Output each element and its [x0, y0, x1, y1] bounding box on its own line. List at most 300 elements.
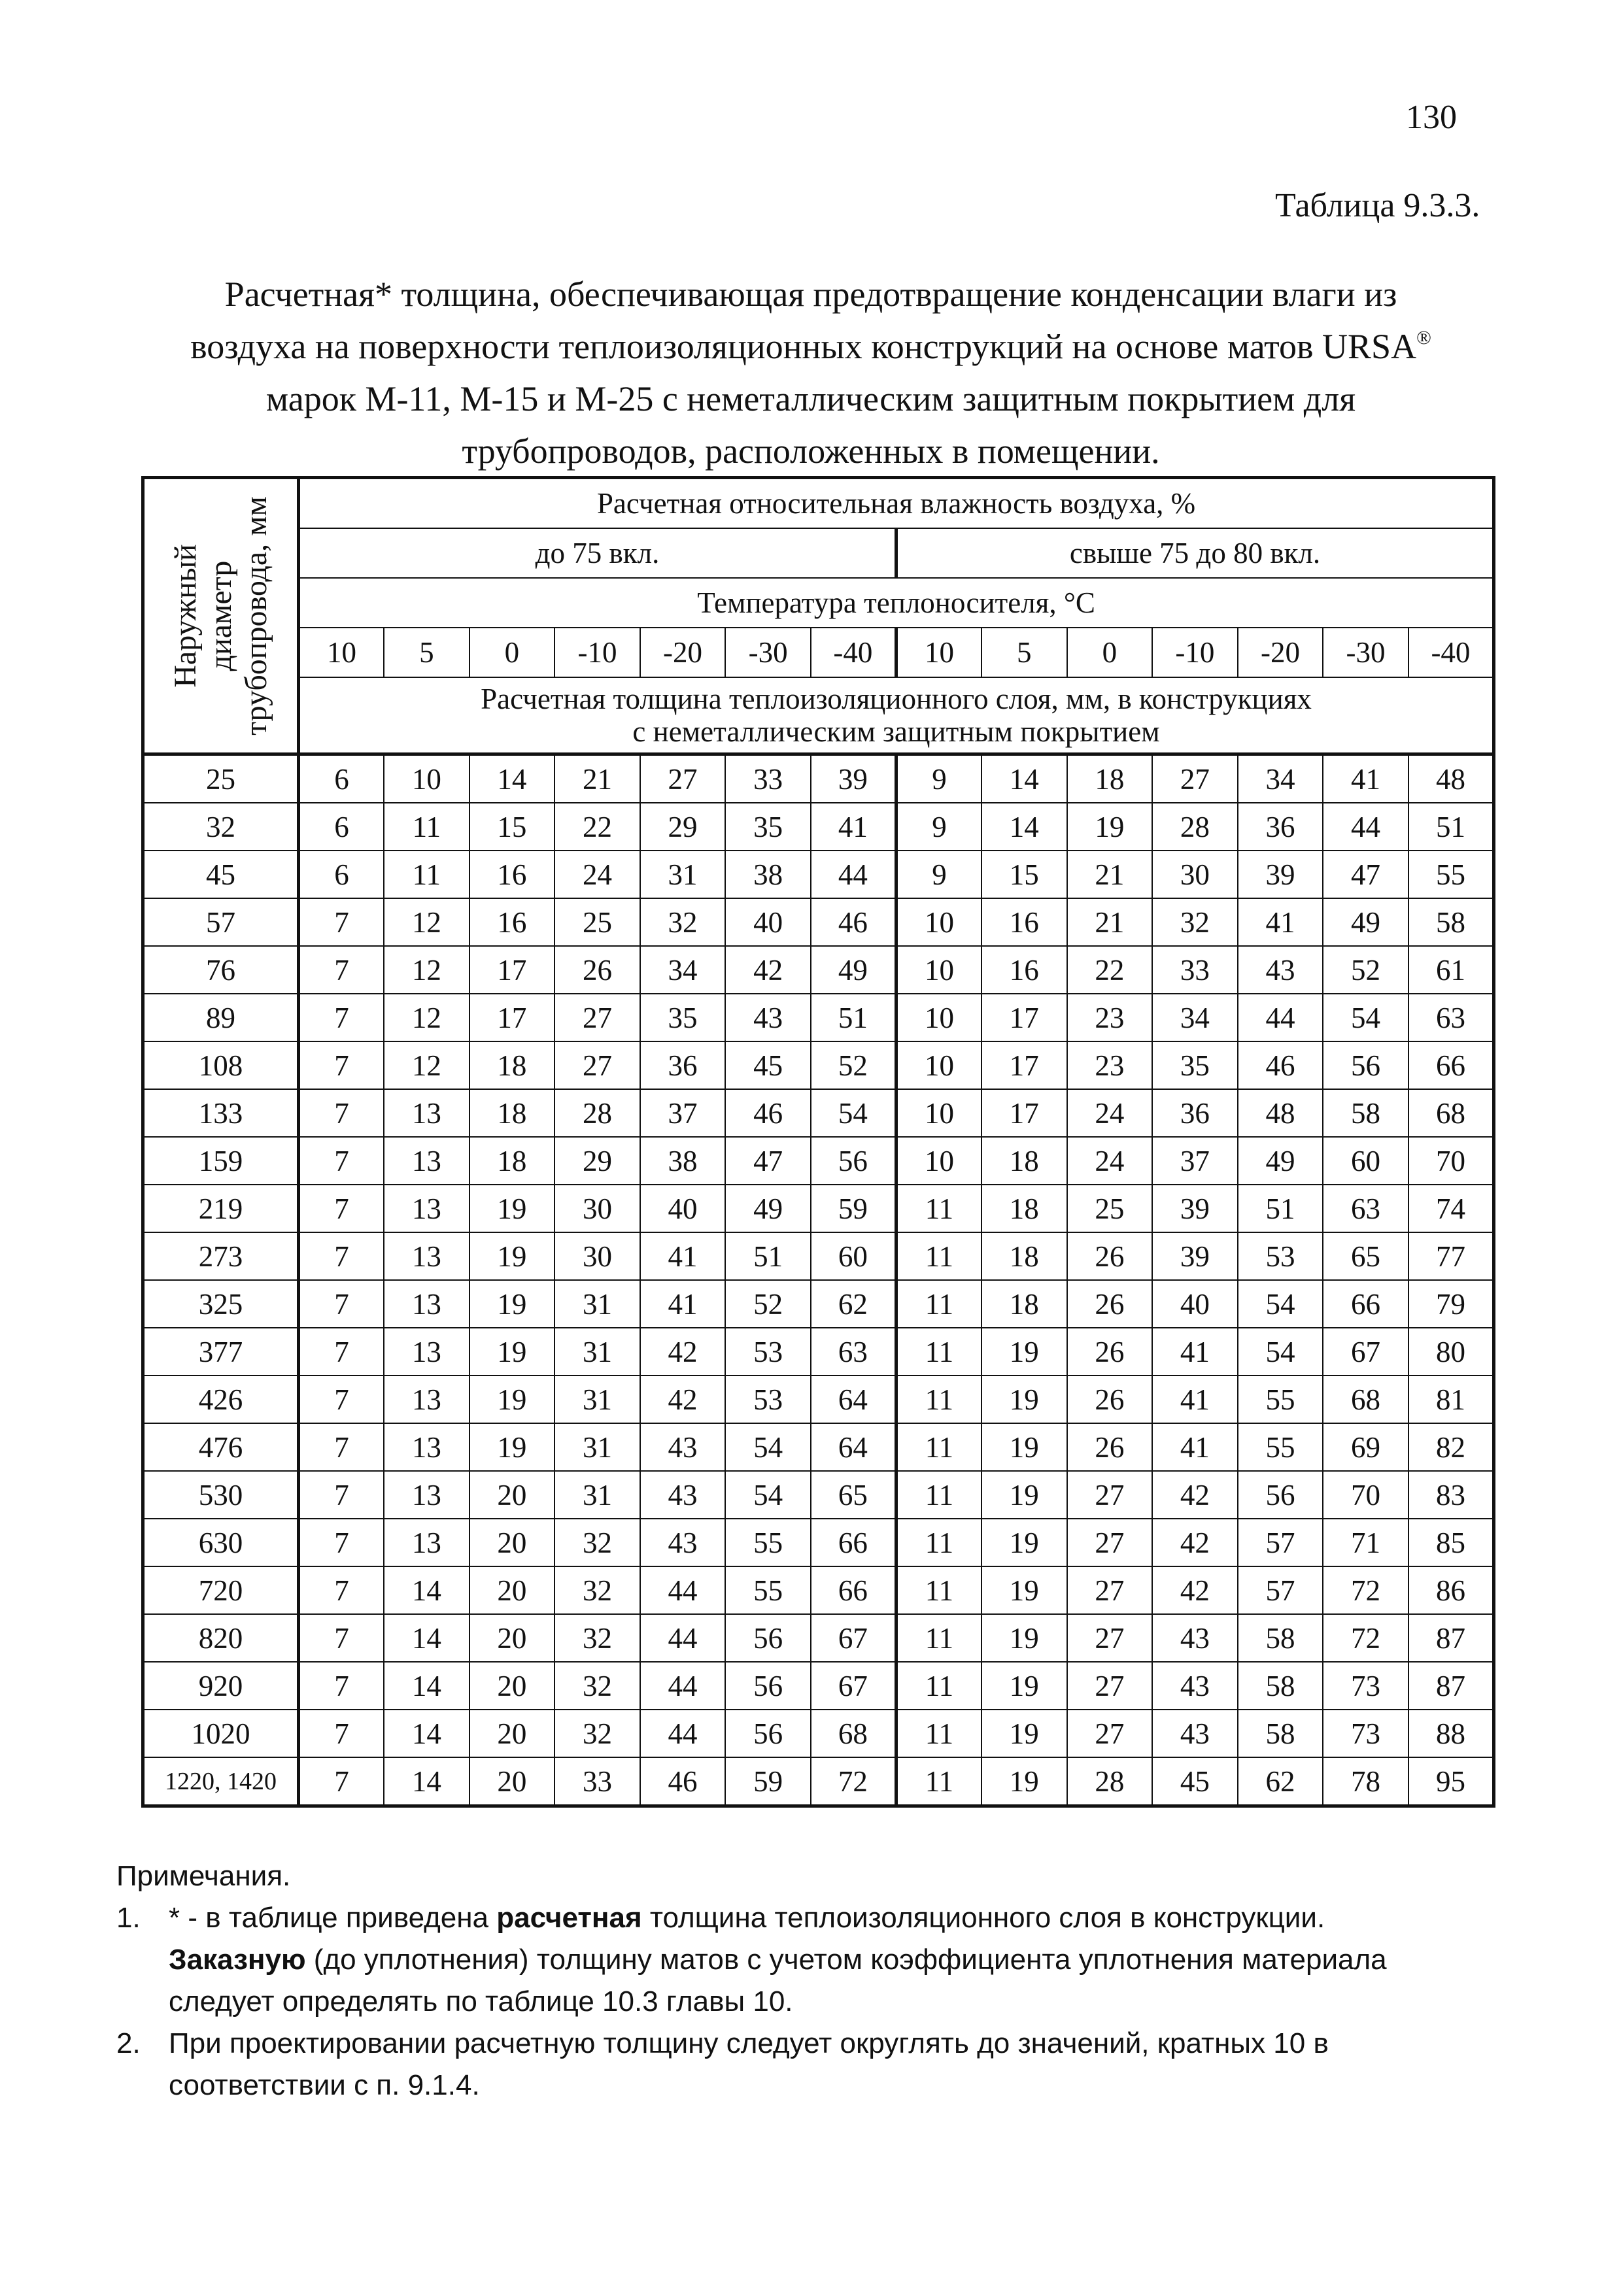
- title-line-2: [118, 320, 1504, 373]
- thickness-cell: 26: [1067, 1328, 1153, 1376]
- temperature-cell: -40: [1408, 628, 1494, 677]
- thickness-cell: 57: [1238, 1566, 1323, 1614]
- thickness-cell: 31: [555, 1423, 640, 1471]
- thickness-cell: 11: [896, 1710, 981, 1757]
- note-1-line-2: [169, 1939, 1503, 1981]
- thickness-cell: 27: [1067, 1710, 1153, 1757]
- thickness-cell: 42: [640, 1328, 726, 1376]
- temperature-cell: 5: [981, 628, 1067, 677]
- thickness-cell: 23: [1067, 1041, 1153, 1089]
- thickness-cell: 32: [555, 1519, 640, 1566]
- thickness-cell: 65: [811, 1471, 896, 1519]
- thickness-cell: 11: [896, 1185, 981, 1232]
- thickness-cell: 87: [1408, 1662, 1494, 1710]
- diameter-cell: 89: [143, 994, 299, 1041]
- temperature-cell: 0: [469, 628, 555, 677]
- thickness-cell: 16: [469, 898, 555, 946]
- thickness-cell: 28: [555, 1089, 640, 1137]
- thickness-cell: 19: [981, 1519, 1067, 1566]
- thickness-cell: 45: [1152, 1757, 1238, 1806]
- thickness-cell: 28: [1067, 1757, 1153, 1806]
- title-line-4: трубопроводов, расположенных в помещении.: [462, 431, 1160, 471]
- thickness-cell: 41: [640, 1232, 726, 1280]
- thickness-cell: 19: [469, 1328, 555, 1376]
- thickness-cell: 55: [725, 1566, 811, 1614]
- thickness-cell: 27: [640, 754, 726, 803]
- thickness-cell: 19: [981, 1376, 1067, 1423]
- thickness-cell: 16: [469, 851, 555, 898]
- title-line-2-text: воздуха на поверхности теплоизоляционных конструкций на основе матов URSA: [190, 327, 1417, 366]
- table-row: [143, 994, 1494, 1041]
- diameter-cell: 219: [143, 1185, 299, 1232]
- thickness-cell: 24: [1067, 1137, 1153, 1185]
- thickness-cell: 63: [1408, 994, 1494, 1041]
- thickness-cell: 59: [725, 1757, 811, 1806]
- note-1-text-c: толщина теплоизоляционного слоя в конструкции.: [641, 1902, 1325, 1934]
- thickness-cell: 54: [1238, 1328, 1323, 1376]
- thickness-header-line-2: с неметаллическим защитным покрытием: [632, 715, 1160, 748]
- thickness-cell: 43: [640, 1471, 726, 1519]
- thickness-cell: 35: [640, 994, 726, 1041]
- thickness-cell: 56: [725, 1710, 811, 1757]
- note-2-line-2: соответствии с п. 9.1.4.: [169, 2069, 480, 2101]
- thickness-cell: 54: [1323, 994, 1408, 1041]
- row-header-line-1: Наружный: [167, 544, 203, 688]
- diameter-cell: 76: [143, 946, 299, 994]
- diameter-cell: 273: [143, 1232, 299, 1280]
- thickness-cell: 19: [981, 1662, 1067, 1710]
- thickness-cell: 72: [1323, 1614, 1408, 1662]
- thickness-cell: 43: [725, 994, 811, 1041]
- temperature-cell: 0: [1067, 628, 1153, 677]
- thickness-cell: 52: [1323, 946, 1408, 994]
- thickness-cell: 11: [896, 1614, 981, 1662]
- thickness-cell: 79: [1408, 1280, 1494, 1328]
- thickness-cell: 47: [725, 1137, 811, 1185]
- thickness-cell: 67: [1323, 1328, 1408, 1376]
- thickness-cell: 58: [1238, 1662, 1323, 1710]
- thickness-cell: 15: [981, 851, 1067, 898]
- thickness-cell: 32: [640, 898, 726, 946]
- thickness-cell: 18: [1067, 754, 1153, 803]
- thickness-cell: 11: [384, 851, 469, 898]
- thickness-cell: 10: [896, 1089, 981, 1137]
- thickness-cell: 11: [896, 1280, 981, 1328]
- thickness-cell: 81: [1408, 1376, 1494, 1423]
- thickness-cell: 31: [555, 1471, 640, 1519]
- thickness-table: [141, 476, 1495, 1808]
- group-header-75-80: свыше 75 до 80 вкл.: [896, 528, 1493, 578]
- thickness-cell: 32: [555, 1710, 640, 1757]
- note-1-text-a: * - в таблице приведена: [169, 1902, 497, 1934]
- thickness-cell: 7: [299, 898, 384, 946]
- note-1-line-1: [169, 1897, 1503, 1939]
- thickness-cell: 12: [384, 994, 469, 1041]
- thickness-cell: 7: [299, 1376, 384, 1423]
- thickness-cell: 51: [1238, 1185, 1323, 1232]
- diameter-cell: 630: [143, 1519, 299, 1566]
- note-1-bold-ordered: Заказную: [169, 1944, 306, 1976]
- thickness-cell: 11: [384, 803, 469, 851]
- thickness-cell: 49: [725, 1185, 811, 1232]
- thickness-cell: 47: [1323, 851, 1408, 898]
- thickness-cell: 7: [299, 946, 384, 994]
- thickness-cell: 55: [725, 1519, 811, 1566]
- notes: [116, 1855, 1503, 2106]
- note-2-number: 2.: [116, 2027, 141, 2059]
- thickness-cell: 72: [811, 1757, 896, 1806]
- temperature-cell: 5: [384, 628, 469, 677]
- thickness-cell: 12: [384, 946, 469, 994]
- note-1-text-e: (до уплотнения) толщину матов с учетом коэффициента уплотнения материала: [305, 1944, 1387, 1976]
- thickness-cell: 46: [811, 898, 896, 946]
- thickness-cell: 10: [896, 1137, 981, 1185]
- thickness-cell: 19: [981, 1328, 1067, 1376]
- thickness-cell: 25: [555, 898, 640, 946]
- diameter-cell: 377: [143, 1328, 299, 1376]
- thickness-cell: 54: [725, 1423, 811, 1471]
- thickness-cell: 54: [725, 1471, 811, 1519]
- thickness-cell: 34: [1238, 754, 1323, 803]
- thickness-cell: 56: [811, 1137, 896, 1185]
- thickness-cell: 42: [725, 946, 811, 994]
- thickness-cell: 33: [555, 1757, 640, 1806]
- thickness-cell: 44: [640, 1566, 726, 1614]
- thickness-cell: 9: [896, 803, 981, 851]
- thickness-cell: 9: [896, 851, 981, 898]
- thickness-cell: 52: [725, 1280, 811, 1328]
- thickness-cell: 44: [640, 1662, 726, 1710]
- thickness-cell: 87: [1408, 1614, 1494, 1662]
- thickness-cell: 60: [1323, 1137, 1408, 1185]
- thickness-cell: 26: [1067, 1423, 1153, 1471]
- thickness-cell: 71: [1323, 1519, 1408, 1566]
- thickness-cell: 11: [896, 1566, 981, 1614]
- thickness-cell: 69: [1323, 1423, 1408, 1471]
- thickness-cell: 14: [384, 1566, 469, 1614]
- thickness-cell: 19: [981, 1423, 1067, 1471]
- thickness-cell: 34: [640, 946, 726, 994]
- thickness-cell: 77: [1408, 1232, 1494, 1280]
- thickness-cell: 54: [1238, 1280, 1323, 1328]
- page-number: 130: [1406, 99, 1457, 136]
- thickness-cell: 66: [1323, 1280, 1408, 1328]
- thickness-cell: 10: [896, 898, 981, 946]
- thickness-cell: 44: [640, 1710, 726, 1757]
- thickness-cell: 39: [1152, 1185, 1238, 1232]
- thickness-cell: 58: [1238, 1710, 1323, 1757]
- thickness-cell: 9: [896, 754, 981, 803]
- diameter-cell: 476: [143, 1423, 299, 1471]
- thickness-cell: 56: [725, 1662, 811, 1710]
- thickness-cell: 66: [811, 1519, 896, 1566]
- thickness-cell: 21: [1067, 851, 1153, 898]
- thickness-cell: 17: [981, 1089, 1067, 1137]
- thickness-cell: 37: [1152, 1137, 1238, 1185]
- thickness-cell: 13: [384, 1280, 469, 1328]
- thickness-cell: 46: [640, 1757, 726, 1806]
- humidity-header: Расчетная относительная влажность воздуха, %: [299, 478, 1494, 529]
- thickness-cell: 41: [640, 1280, 726, 1328]
- thickness-cell: 42: [1152, 1471, 1238, 1519]
- thickness-cell: 12: [384, 1041, 469, 1089]
- diameter-cell: 720: [143, 1566, 299, 1614]
- thickness-cell: 19: [469, 1232, 555, 1280]
- thickness-cell: 38: [725, 851, 811, 898]
- thickness-cell: 34: [1152, 994, 1238, 1041]
- thickness-cell: 18: [981, 1280, 1067, 1328]
- thickness-cell: 51: [725, 1232, 811, 1280]
- thickness-cell: 53: [725, 1376, 811, 1423]
- table-row: [143, 1423, 1494, 1471]
- registered-mark: ®: [1416, 327, 1431, 348]
- thickness-cell: 73: [1323, 1710, 1408, 1757]
- thickness-cell: 58: [1408, 898, 1494, 946]
- thickness-cell: 16: [981, 946, 1067, 994]
- note-1-number: 1.: [116, 1902, 141, 1934]
- temperature-cell: -10: [1152, 628, 1238, 677]
- note-1-bold-calculated: расчетная: [496, 1902, 642, 1934]
- thickness-cell: 68: [1408, 1089, 1494, 1137]
- thickness-cell: 40: [1152, 1280, 1238, 1328]
- thickness-cell: 7: [299, 1137, 384, 1185]
- thickness-cell: 27: [1067, 1566, 1153, 1614]
- thickness-cell: 18: [469, 1089, 555, 1137]
- thickness-cell: 43: [1238, 946, 1323, 994]
- thickness-cell: 46: [1238, 1041, 1323, 1089]
- thickness-cell: 19: [981, 1757, 1067, 1806]
- thickness-cell: 14: [981, 803, 1067, 851]
- diameter-cell: 108: [143, 1041, 299, 1089]
- thickness-cell: 7: [299, 1423, 384, 1471]
- thickness-cell: 7: [299, 1710, 384, 1757]
- thickness-cell: 22: [1067, 946, 1153, 994]
- thickness-cell: 12: [384, 898, 469, 946]
- thickness-cell: 26: [1067, 1280, 1153, 1328]
- temperature-cell: 10: [299, 628, 384, 677]
- table-row: [143, 754, 1494, 803]
- title-line-3: марок М-11, М-15 и М-25 с неметаллическим защитным покрытием для: [265, 379, 1356, 418]
- thickness-cell: 62: [1238, 1757, 1323, 1806]
- table-row: [143, 1566, 1494, 1614]
- table-row: [143, 1710, 1494, 1757]
- thickness-cell: 43: [1152, 1614, 1238, 1662]
- thickness-cell: 83: [1408, 1471, 1494, 1519]
- thickness-cell: 29: [640, 803, 726, 851]
- thickness-cell: 7: [299, 1328, 384, 1376]
- thickness-cell: 21: [1067, 898, 1153, 946]
- table-row: [143, 851, 1494, 898]
- note-1-line-3: следует определять по таблице 10.3 главы 10.: [169, 1985, 793, 2017]
- table-row: [143, 1614, 1494, 1662]
- thickness-cell: 11: [896, 1328, 981, 1376]
- thickness-cell: 56: [725, 1614, 811, 1662]
- thickness-cell: 24: [1067, 1089, 1153, 1137]
- thickness-cell: 41: [1152, 1423, 1238, 1471]
- thickness-cell: 11: [896, 1232, 981, 1280]
- thickness-cell: 51: [811, 994, 896, 1041]
- thickness-cell: 13: [384, 1519, 469, 1566]
- thickness-cell: 72: [1323, 1566, 1408, 1614]
- temperature-cell: 10: [896, 628, 981, 677]
- thickness-cell: 17: [469, 994, 555, 1041]
- thickness-cell: 44: [1238, 994, 1323, 1041]
- thickness-cell: 57: [1238, 1519, 1323, 1566]
- thickness-cell: 19: [981, 1710, 1067, 1757]
- thickness-cell: 19: [469, 1376, 555, 1423]
- thickness-cell: 19: [469, 1423, 555, 1471]
- table-row: [143, 1662, 1494, 1710]
- thickness-cell: 14: [384, 1614, 469, 1662]
- temperature-cell: -20: [1238, 628, 1323, 677]
- thickness-cell: 10: [896, 946, 981, 994]
- diameter-cell: 325: [143, 1280, 299, 1328]
- thickness-cell: 55: [1238, 1376, 1323, 1423]
- thickness-cell: 43: [1152, 1710, 1238, 1757]
- thickness-cell: 95: [1408, 1757, 1494, 1806]
- thickness-cell: 42: [1152, 1519, 1238, 1566]
- thickness-cell: 40: [725, 898, 811, 946]
- thickness-cell: 20: [469, 1757, 555, 1806]
- thickness-cell: 49: [1323, 898, 1408, 946]
- thickness-cell: 44: [1323, 803, 1408, 851]
- table-row: [143, 1089, 1494, 1137]
- thickness-header: [299, 677, 1494, 754]
- thickness-cell: 65: [1323, 1232, 1408, 1280]
- thickness-cell: 44: [640, 1614, 726, 1662]
- thickness-cell: 16: [981, 898, 1067, 946]
- thickness-cell: 23: [1067, 994, 1153, 1041]
- thickness-cell: 6: [299, 754, 384, 803]
- thickness-cell: 82: [1408, 1423, 1494, 1471]
- table-row: [143, 1137, 1494, 1185]
- table-row: [143, 1185, 1494, 1232]
- thickness-cell: 7: [299, 1519, 384, 1566]
- thickness-cell: 38: [640, 1137, 726, 1185]
- table-row: [143, 1232, 1494, 1280]
- thickness-cell: 73: [1323, 1662, 1408, 1710]
- thickness-cell: 70: [1323, 1471, 1408, 1519]
- thickness-cell: 13: [384, 1328, 469, 1376]
- thickness-cell: 7: [299, 1757, 384, 1806]
- diameter-cell: 426: [143, 1376, 299, 1423]
- note-1: [116, 1897, 1503, 2023]
- thickness-cell: 30: [555, 1185, 640, 1232]
- thickness-cell: 39: [1152, 1232, 1238, 1280]
- table-row: [143, 1376, 1494, 1423]
- note-2: [116, 2023, 1503, 2106]
- diameter-cell: 1220, 1420: [143, 1757, 299, 1806]
- note-2-line-1: При проектировании расчетную толщину следует округлять до значений, кратных 10 в: [169, 2027, 1329, 2059]
- thickness-cell: 36: [1152, 1089, 1238, 1137]
- thickness-cell: 59: [811, 1185, 896, 1232]
- thickness-cell: 11: [896, 1662, 981, 1710]
- diameter-cell: 57: [143, 898, 299, 946]
- thickness-cell: 86: [1408, 1566, 1494, 1614]
- thickness-cell: 55: [1238, 1423, 1323, 1471]
- thickness-cell: 7: [299, 1614, 384, 1662]
- diameter-cell: 25: [143, 754, 299, 803]
- thickness-cell: 31: [555, 1328, 640, 1376]
- thickness-cell: 37: [640, 1089, 726, 1137]
- table-body: [143, 754, 1494, 1806]
- thickness-cell: 6: [299, 803, 384, 851]
- thickness-cell: 20: [469, 1566, 555, 1614]
- thickness-cell: 32: [555, 1566, 640, 1614]
- thickness-cell: 56: [1323, 1041, 1408, 1089]
- thickness-cell: 36: [640, 1041, 726, 1089]
- thickness-cell: 7: [299, 1566, 384, 1614]
- thickness-cell: 13: [384, 1423, 469, 1471]
- thickness-cell: 48: [1408, 754, 1494, 803]
- thickness-cell: 20: [469, 1710, 555, 1757]
- thickness-cell: 41: [1152, 1376, 1238, 1423]
- thickness-cell: 85: [1408, 1519, 1494, 1566]
- thickness-cell: 20: [469, 1614, 555, 1662]
- thickness-cell: 14: [384, 1662, 469, 1710]
- thickness-cell: 10: [384, 754, 469, 803]
- thickness-cell: 18: [469, 1041, 555, 1089]
- title-line-1: Расчетная* толщина, обеспечивающая предотвращение конденсации влаги из: [224, 275, 1397, 314]
- thickness-cell: 19: [981, 1566, 1067, 1614]
- thickness-cell: 18: [981, 1232, 1067, 1280]
- temperature-header: Температура теплоносителя, °С: [299, 578, 1494, 628]
- thickness-cell: 32: [1152, 898, 1238, 946]
- thickness-cell: 18: [981, 1185, 1067, 1232]
- thickness-cell: 74: [1408, 1185, 1494, 1232]
- thickness-cell: 27: [1067, 1614, 1153, 1662]
- thickness-cell: 19: [981, 1614, 1067, 1662]
- thickness-cell: 28: [1152, 803, 1238, 851]
- thickness-cell: 60: [811, 1232, 896, 1280]
- thickness-cell: 42: [1152, 1566, 1238, 1614]
- thickness-cell: 51: [1408, 803, 1494, 851]
- thickness-cell: 66: [811, 1566, 896, 1614]
- diameter-cell: 159: [143, 1137, 299, 1185]
- thickness-cell: 13: [384, 1185, 469, 1232]
- thickness-cell: 61: [1408, 946, 1494, 994]
- thickness-cell: 27: [1067, 1519, 1153, 1566]
- thickness-cell: 41: [1323, 754, 1408, 803]
- thickness-cell: 7: [299, 1089, 384, 1137]
- thickness-cell: 18: [981, 1137, 1067, 1185]
- thickness-cell: 43: [1152, 1662, 1238, 1710]
- table-row: [143, 1280, 1494, 1328]
- table-row: [143, 1757, 1494, 1806]
- diameter-cell: 45: [143, 851, 299, 898]
- thickness-cell: 20: [469, 1519, 555, 1566]
- thickness-cell: 35: [1152, 1041, 1238, 1089]
- thickness-cell: 58: [1323, 1089, 1408, 1137]
- thickness-cell: 80: [1408, 1328, 1494, 1376]
- thickness-cell: 14: [384, 1757, 469, 1806]
- diameter-cell: 820: [143, 1614, 299, 1662]
- thickness-cell: 26: [1067, 1232, 1153, 1280]
- thickness-cell: 14: [384, 1710, 469, 1757]
- thickness-cell: 33: [725, 754, 811, 803]
- thickness-cell: 13: [384, 1376, 469, 1423]
- thickness-cell: 11: [896, 1423, 981, 1471]
- thickness-cell: 19: [469, 1280, 555, 1328]
- thickness-cell: 62: [811, 1280, 896, 1328]
- thickness-cell: 70: [1408, 1137, 1494, 1185]
- thickness-cell: 15: [469, 803, 555, 851]
- thickness-cell: 6: [299, 851, 384, 898]
- table-row: [143, 1519, 1494, 1566]
- thickness-cell: 21: [555, 754, 640, 803]
- thickness-cell: 39: [1238, 851, 1323, 898]
- thickness-cell: 13: [384, 1137, 469, 1185]
